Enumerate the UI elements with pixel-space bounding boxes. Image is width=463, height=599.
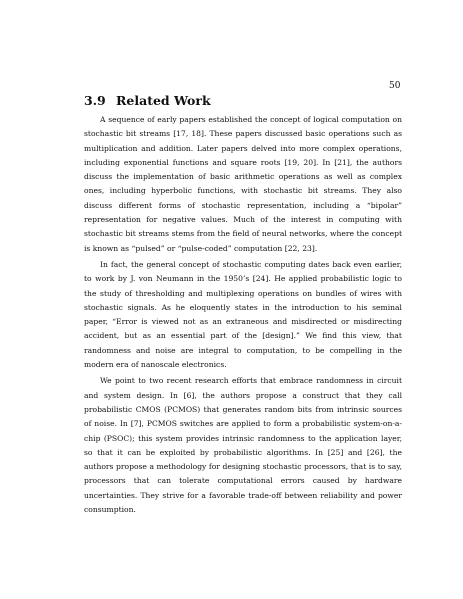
page-number: 50 <box>389 81 401 91</box>
section-number: 3.9 <box>84 93 106 108</box>
section-heading <box>84 93 211 109</box>
paragraph-von-neumann: In fact, the general concept of stochastic computing dates back even earlier, to work by J. von Neumann in the 1950’s [24]. He applied probabilistic logic to the study of thresholding and multiplexing operations on bundles of wires with stochastic signals. As he eloquently states in the introduction to his seminal paper, “Error is viewed not as an extraneous and misdirected or misdirecting accident, but as an essential part of the [design].” We find this view, that randomness and noise are integral to computation, to be compelling in the modern era of nanoscale electronics. <box>84 259 402 370</box>
body-text <box>84 113 402 519</box>
paragraph-early-papers: A sequence of early papers established the concept of logical computation on stochastic bit streams [17, 18]. These papers discussed basic operations such as multiplication and addition. Later papers delved into more complex operations, including exponential functions and square roots [19, 20]. In [21], the authors discuss the implementation of basic arithmetic operations as well as complex ones, including hyperbolic functions, with stochastic bit streams. They also discuss different forms of stochastic representation, including a “bipolar” representation for negative values. Much of the interest in computing with stochastic bit streams stems from the field of neural networks, where the concept is known as “pulsed” or “pulse-coded” computation [22, 23]. <box>84 115 402 253</box>
paragraph-recent-research: We point to two recent research efforts that embrace randomness in circuit and system design. In [6], the authors propose a construct that they call probabilistic CMOS (PCMOS) that generates random bits from intrinsic sources of noise. In [7], PCMOS switches are applied to form a probabilistic system-on-a-chip (PSOC); this system provides intrinsic randomness to the application layer, so that it can be exploited by probabilistic algorithms. In [25] and [26], the authors propose a methodology for designing stochastic processors, that is to say, processors that can tolerate computational errors caused by hardware uncertainties. They strive for a favorable trade-off between reliability and power consumption. <box>84 376 402 515</box>
section-title: Related Work <box>116 93 211 108</box>
